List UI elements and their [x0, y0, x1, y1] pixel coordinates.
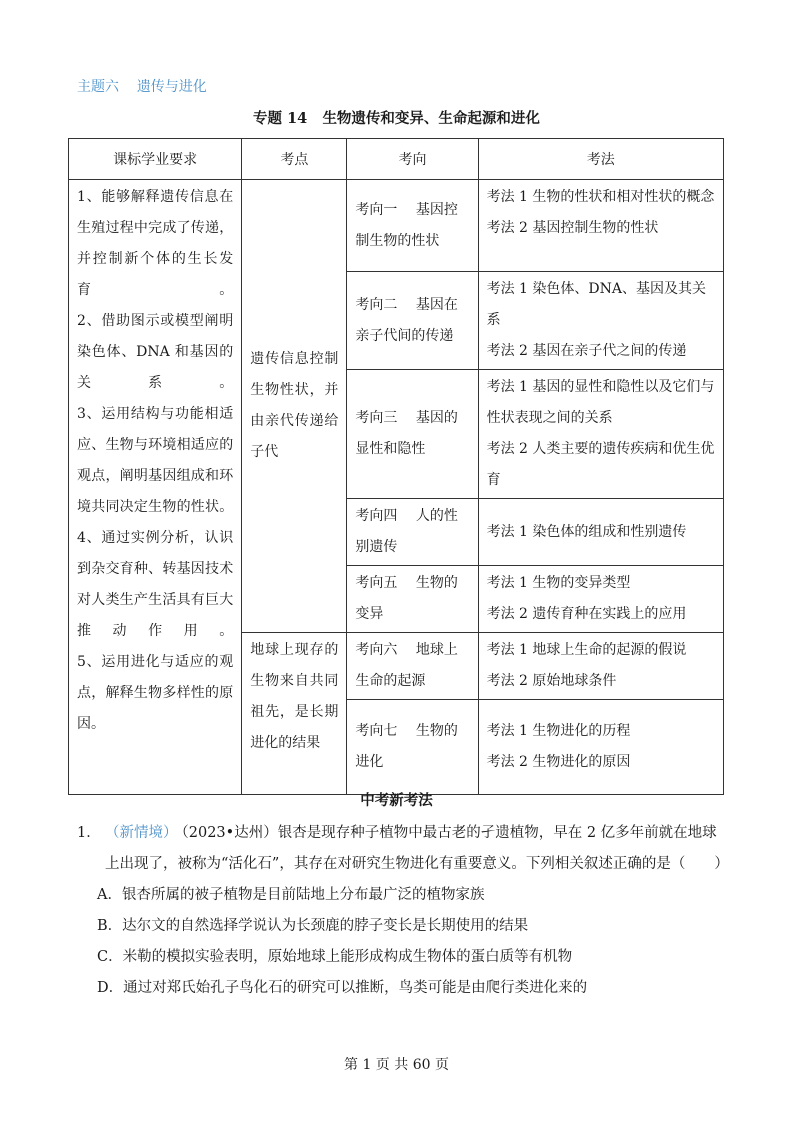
theme-label: 主题六 [77, 79, 119, 95]
title-text: 生物遗传和变异、生命起源和进化 [322, 110, 540, 127]
title-number: 专题 14 [253, 110, 308, 127]
direction-cell [347, 499, 478, 566]
direction-cell [347, 700, 478, 795]
option-d[interactable]: D．通过对郑氏始孔子鸟化石的研究可以推断，鸟类可能是由爬行类进化来的 [97, 980, 588, 996]
direction-text: 考向三 基因的显性和隐性 [355, 410, 458, 457]
direction-text: 考向一 基因控制生物的性状 [355, 201, 458, 249]
option-b[interactable]: B．达尔文的自然选择学说认为长颈鹿的脖子变长是长期使用的结果 [97, 918, 529, 934]
question-stem [105, 818, 727, 880]
direction-text: 考向二 基因在亲子代间的传递 [355, 296, 458, 344]
table-row [69, 180, 724, 272]
requirement-item: 5、运用进化与适应的观点，解释生物多样性的原因。 [77, 654, 234, 732]
question-source: （2023•达州） [181, 825, 278, 841]
direction-cell [347, 633, 478, 700]
theme-heading [77, 76, 207, 96]
method-cell [478, 180, 723, 272]
point-text: 遗传信息控制生物性状，并由亲代传递给子代 [250, 351, 339, 460]
theme-name: 遗传与进化 [136, 79, 207, 95]
answer-options [97, 880, 727, 1004]
method-item: 考法 1 染色体的组成和性别遗传 [486, 523, 687, 540]
requirement-item: 2、借助图示或模型阐明染色体、DNA 和基因的关系。 [77, 313, 234, 391]
method-item: 考法 2 人类主要的遗传疾病和优生优育 [486, 441, 715, 488]
table-header-row [69, 139, 724, 180]
option-a[interactable]: A．银杏所属的被子植物是目前陆地上分布最广泛的植物家族 [97, 887, 485, 903]
section-title: 中考新考法 [360, 792, 433, 809]
method-cell [478, 633, 723, 700]
method-cell [478, 700, 723, 795]
method-item: 考法 2 生物进化的原因 [486, 754, 631, 770]
direction-cell [347, 272, 478, 370]
requirement-item: 3、运用结构与功能相适应、生物与环境相适应的观点，阐明基因组成和环境共同决定生物的性状。 [77, 406, 234, 515]
requirement-item: 4、通过实例分析，认识到杂交育种、转基因技术对人类生产生活具有巨大推动作用。 [77, 530, 234, 639]
header-points: 考点 [242, 139, 347, 180]
header-methods: 考法 [478, 139, 723, 180]
method-item: 考法 1 地球上生命的起源的假说 [486, 642, 687, 658]
question-tag: （新情境） [105, 825, 178, 841]
question-block [77, 818, 727, 1004]
header-directions: 考向 [347, 139, 478, 180]
method-item: 考法 1 染色体、DNA、基因及其关系 [486, 281, 706, 328]
point-text: 地球上现存的生物来自共同祖先，是长期进化的结果 [250, 642, 339, 751]
method-item: 考法 1 基因的显性和隐性以及它们与性状表现之间的关系 [486, 379, 715, 426]
page-title [0, 107, 793, 128]
requirement-item: 1、能够解释遗传信息在生殖过程中完成了传递，并控制新个体的生长发育。 [77, 189, 234, 298]
curriculum-table [68, 138, 724, 795]
method-item: 考法 1 生物进化的历程 [486, 723, 631, 739]
method-cell [478, 566, 723, 633]
point-cell [242, 180, 347, 633]
method-item: 考法 2 基因在亲子代之间的传递 [486, 343, 687, 359]
direction-text: 考向六 地球上生命的起源 [355, 642, 458, 689]
method-cell [478, 499, 723, 566]
question-text: 银杏是现存种子植物中最古老的孑遗植物，早在 2 亿多年前就在地球上出现了，被称为“活化石”，其存在对研究生物进化有重要意义。下列相关叙述正确的是（ ） [105, 825, 729, 872]
direction-text: 考向四 人的性别遗传 [355, 508, 458, 555]
header-requirements: 课标学业要求 [69, 139, 242, 180]
question-number: 1． [77, 825, 101, 841]
direction-cell [347, 370, 478, 499]
method-item: 考法 1 生物的变异类型 [486, 575, 631, 591]
method-cell [478, 272, 723, 370]
requirements-cell [69, 180, 242, 795]
page-footer: 第 1 页 共 60 页 [344, 1057, 449, 1073]
method-item: 考法 2 原始地球条件 [486, 673, 617, 689]
direction-text: 考向七 生物的进化 [355, 723, 458, 770]
method-item: 考法 1 生物的性状和相对性状的概念 [486, 189, 715, 205]
method-item: 考法 2 遗传育种在实践上的应用 [486, 606, 687, 622]
point-cell [242, 633, 347, 795]
option-c[interactable]: C．米勒的模拟实验表明，原始地球上能形成构成生物体的蛋白质等有机物 [97, 949, 573, 965]
direction-text: 考向五 生物的变异 [355, 575, 458, 622]
direction-cell [347, 180, 478, 272]
method-cell [478, 370, 723, 499]
direction-cell [347, 566, 478, 633]
method-item: 考法 2 基因控制生物的性状 [486, 220, 659, 236]
